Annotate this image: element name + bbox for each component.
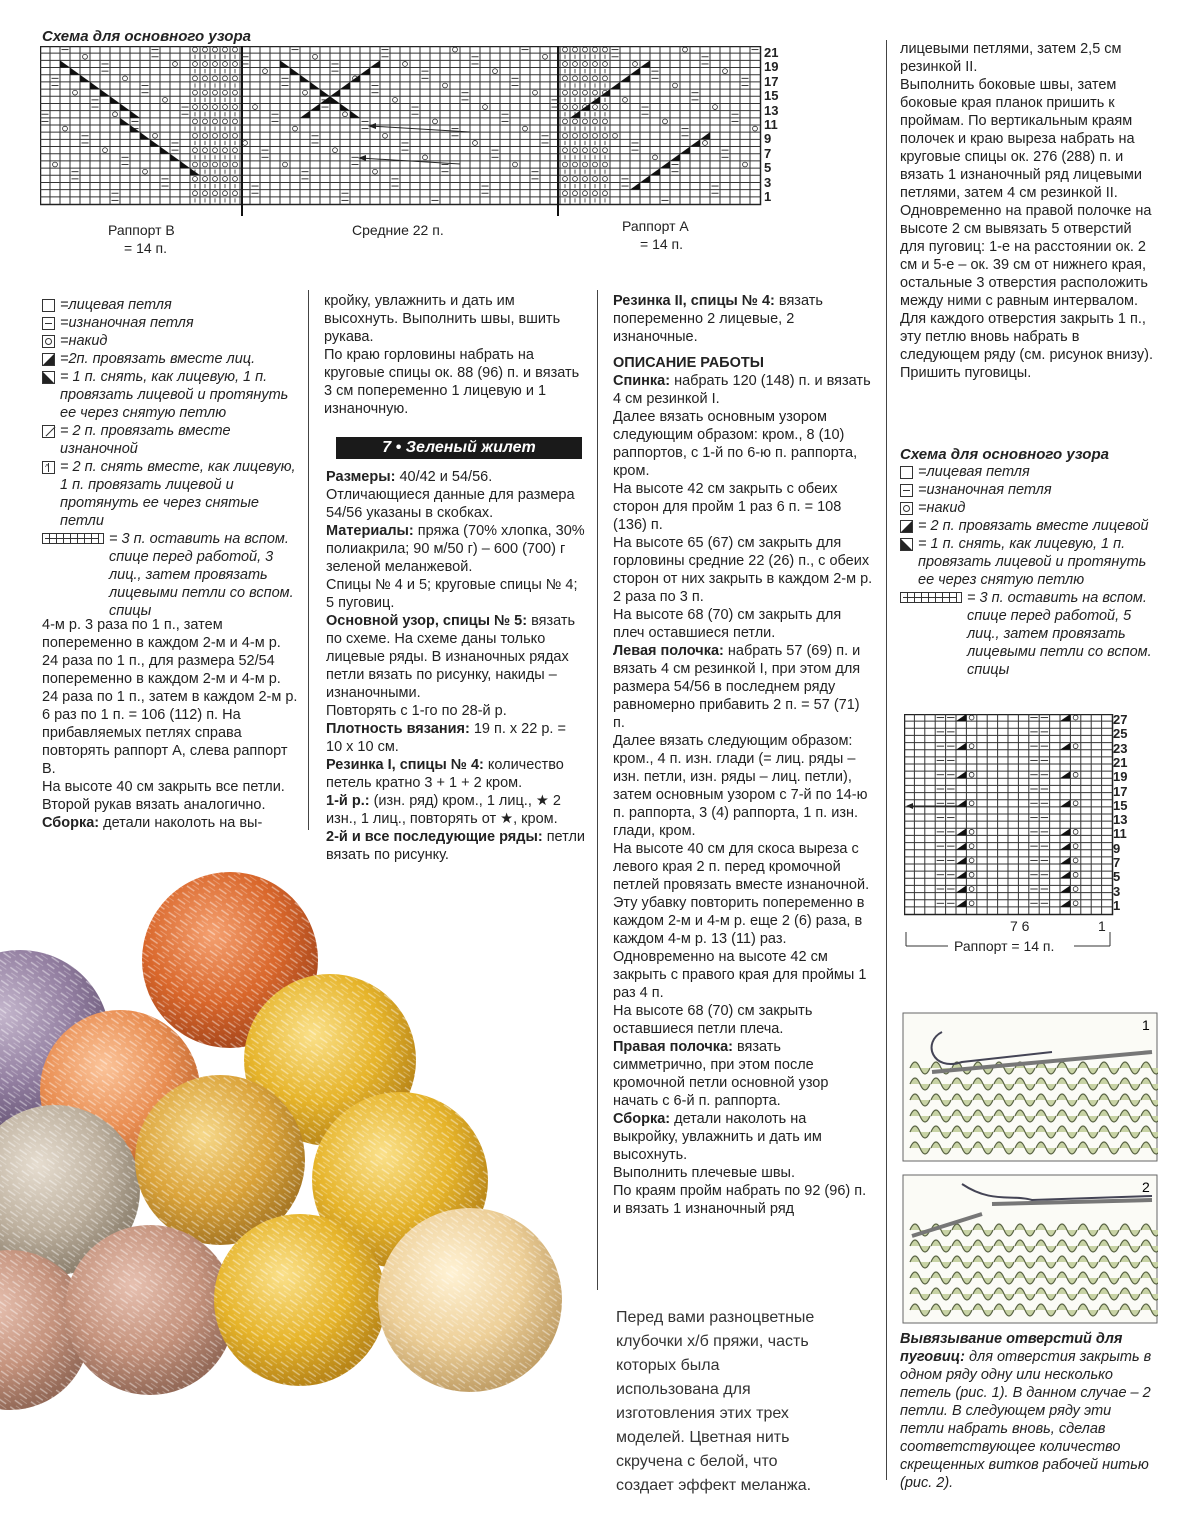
col4-paragraph: Выполнить боковые швы, затем боковые края планок пришить к проймам. По вертикальным краям полочек и краю выреза набрать на круговые спицы ок. 276 (288) п. и вязать 1 изнаночный ряд лицевыми петлями, затем 4 см резинкой II. Одновременно на правой полочке на высоте 2 см вывязать 5 отверстий для пуговиц: 1-е на расстоянии ок. 2 см и 5-е – ок. 39 см от нижнего края, остальные 3 отверстия расположить между ними с равным интервалом. Для каждого отверстия закрыть 1 п., эту петлю вновь набрать в следующем ряду (см. рисунок внизу). (900, 77, 1153, 363)
row-number: 5 (1113, 869, 1121, 885)
legend-item (42, 350, 300, 368)
column-4-top (900, 40, 1156, 382)
col1-paragraph: 4-м р. 3 раза по 1 п., затем попеременно в каждом 2-м и 4-м р. 24 раза по 1 п., для размера 52/54 попеременно в каждом 2-м и 4-м р. 24 раза по 1 п., затем в каждом 2-м р. 6 раз по 1 п. = 106 (112) п. На прибавляемых петлях справа повторять раппорт А, слева раппорт В. (42, 617, 298, 777)
figure-1-number: 1 (1142, 1017, 1150, 1033)
text-paragraph: Плотность вязания: 19 п. х 22 р. = 10 х 10 см. (326, 721, 566, 755)
rapport-b-count: = 14 п. (124, 240, 167, 256)
row-number: 27 (1113, 712, 1128, 727)
legend-text: = 1 п. снять, как лицевую, 1 п. провязать лицевой и протянуть ее через снятую петлю (60, 369, 289, 421)
row-number: 9 (1113, 840, 1121, 856)
row-number: 21 (1113, 754, 1128, 770)
text-paragraph: На высоте 42 см закрыть с обеих сторон для пройм 1 раз 6 п. = 108 (136) п. (613, 481, 842, 533)
rapport-a-count: = 14 п. (640, 236, 683, 252)
text-paragraph: 2-й и все последующие ряды: петли вязать по рисунку. (326, 829, 586, 863)
text-paragraph: Далее вязать следующим образом: кром., 4 п. изн. глади (= лиц. ряды – изн. петли, изн. ряды – лиц. петли), затем основным узором с 7-й по 14-ю п. раппорта, 3 (4) раппорта, 1 п. изн. глади, кром. (613, 733, 868, 839)
row-number: 23 (1113, 740, 1128, 756)
legend-left (42, 296, 300, 620)
text-paragraph: На высоте 65 (67) см закрыть для горловины средние 22 (26) п., с обеих сторон от них закрыть в каждом 2-м р. 2 раза по 3 п. (613, 535, 873, 605)
top-chart-title: Схема для основного узора (42, 28, 251, 45)
row-number: 15 (764, 88, 779, 104)
sk2p-icon: ^ (42, 461, 55, 474)
legend-item (42, 332, 300, 350)
purl-stitch-icon (42, 317, 55, 330)
ssk-icon (42, 371, 55, 384)
row-number: 13 (764, 102, 779, 118)
column-2-items (326, 468, 586, 864)
text-paragraph: Правая полочка: вязать симметрично, при этом после кромочной петли основной узор начать с 6-й п. раппорта. (613, 1039, 829, 1109)
text-paragraph: Размеры: 40/42 и 54/56. (326, 469, 493, 485)
col2-paragraph: кройку, увлажнить и дать им высохнуть. Выполнить швы, вшить рукава. (324, 293, 561, 345)
yarn-balls-photo (0, 860, 600, 1519)
legend-item (42, 530, 300, 620)
rapport-bracket (904, 928, 1114, 954)
rapport-a-label: Раппорт А (622, 218, 689, 234)
legend-text: = 3 п. оставить на вспом. спице перед работой, 3 лиц., затем провязать лицевыми петли со вспом. спицы (109, 531, 294, 619)
row-number: 19 (764, 59, 779, 75)
text-paragraph: Спинка: набрать 120 (148) п. и вязать 4 см резинкой I. (613, 373, 871, 407)
legend-item (900, 535, 1158, 589)
row-number: 3 (1113, 883, 1121, 899)
text-paragraph: Повторять с 1-го по 28-й р. (326, 703, 507, 719)
text-paragraph: Далее вязать основным узором следующим образом: кром., 8 (10) раппортов, с 1-й по 6-ю п. раппорта, кром. (613, 409, 858, 479)
text-paragraph: 1-й р.: (изн. ряд) кром., 1 лиц., ★ 2 изн., 1 лиц., повторять от ★, кром. (326, 793, 561, 827)
legend-item (42, 314, 300, 332)
text-paragraph: На высоте 40 см для скоса выреза с левого края 2 п. перед кромочной петлей провязать вместе изнаночной. Эту убавку повторить попеременно в каждом 2-м и 4-м р. еще 2 (6) раза, в каждом 4-м р. 13 (11) раз. (613, 841, 870, 947)
cable-icon (900, 592, 962, 603)
text-paragraph: На высоте 68 (70) см закрыть оставшиеся петли плеча. (613, 1003, 813, 1037)
col2-paragraph: По краю горловины набрать на круговые спицы ок. 88 (96) п. и вязать 3 см попеременно 1 лицевую и 1 изнаночную. (324, 347, 580, 417)
section-header: 7 • Зеленый жилет (336, 437, 582, 459)
yarn-over-icon (900, 502, 913, 515)
text-paragraph: Одновременно на высоте 42 см закрыть с правого края для проймы 1 раз 4 п. (613, 949, 867, 1001)
legend-item (42, 296, 300, 314)
legend-item (42, 422, 300, 458)
figure-2-number: 2 (1142, 1179, 1150, 1195)
legend-item (900, 481, 1158, 499)
row-number: 7 (764, 145, 772, 161)
legend-text: = 2 п. провязать вместе лицевой (918, 518, 1149, 534)
text-paragraph: Сборка: детали наколоть на выкройку, увлажнить и дать им высохнуть. (613, 1111, 822, 1163)
row-number: 3 (764, 174, 772, 190)
yarn-over-icon (42, 335, 55, 348)
knit-stitch-icon (42, 299, 55, 312)
row-number: 11 (1113, 826, 1127, 842)
row-number: 11 (764, 117, 778, 132)
text-paragraph: Материалы: пряжа (70% хлопка, 30% полиакрила; 90 м/50 г) – 600 (700) г зеленой меланжевой. (326, 523, 585, 575)
top-knitting-chart (40, 46, 800, 216)
legend-item (900, 589, 1158, 679)
row-number: 21 (764, 45, 779, 60)
text-paragraph: Выполнить плечевые швы. (613, 1165, 796, 1181)
right-rapport-label: Раппорт = 14 п. (954, 938, 1055, 954)
rapport-b-label: Раппорт В (108, 222, 175, 238)
legend-item (900, 517, 1158, 535)
legend-item (900, 499, 1158, 517)
legend-text: =лицевая петля (60, 297, 172, 313)
legend-text: = 2 п. провязать вместе изнаночной (60, 423, 231, 457)
text-paragraph: Отличающиеся данные для размера 54/56 указаны в скобках. (326, 487, 575, 521)
legend-text: = 2 п. снять вместе, как лицевую, 1 п. провязать лицевой и протянуть ее через снятые петли (60, 459, 296, 529)
text-paragraph: Левая полочка: набрать 57 (69) п. и вязать 4 см резинкой I, при этом для размера 54/56 в последнем ряду равномерно прибавить 2 п. = 57 (71) п. (613, 643, 861, 731)
row-number: 7 (1113, 855, 1121, 870)
p2tog-icon (42, 425, 55, 438)
col1-paragraph: На высоте 40 см закрыть все петли. (42, 779, 285, 795)
legend-item (42, 368, 300, 422)
legend-item (42, 458, 300, 530)
legend-text: =лицевая петля (918, 464, 1030, 480)
legend-text: = 3 п. оставить на вспом. спице перед работой, 5 лиц., затем провязать лицевыми петли со вспом. спицы (967, 590, 1152, 678)
row-number: 25 (1113, 726, 1128, 742)
knit-stitch-icon (900, 466, 913, 479)
legend-text: =2п. провязать вместе лиц. (60, 351, 256, 367)
legend-text: = 1 п. снять, как лицевую, 1 п. провязать лицевой и протянуть ее через снятую петлю (918, 536, 1147, 588)
row-number: 1 (764, 189, 772, 204)
chart-col-76: 7 6 (1010, 918, 1030, 934)
right-scheme-title: Схема для основного узора (900, 446, 1109, 463)
text-paragraph: ОПИСАНИЕ РАБОТЫ (613, 355, 764, 371)
right-knitting-chart (904, 714, 1114, 920)
legend-right (900, 463, 1158, 679)
cable-icon (42, 533, 104, 544)
col4-paragraph: Пришить пуговицы. (900, 365, 1032, 381)
row-number: 15 (1113, 797, 1128, 813)
legend-text: =накид (60, 333, 108, 349)
row-number: 17 (764, 73, 779, 89)
col1-assembly: Сборка: детали наколоть на вы- (42, 815, 263, 831)
legend-text: =изнаночная петля (60, 315, 194, 331)
buttonhole-instructions: Вывязывание отверстий для пуговиц: для отверстия закрыть в одном ряду одну или несколько петель (рис. 1). В данном случае – 2 петли. В следующем ряду эти петли набрать вновь, сделав соответствующее количество скрещенных витков рабочей нитью (рис. 2). (900, 1331, 1152, 1491)
chart-col-1: 1 (1098, 918, 1106, 934)
text-paragraph: По краям пройм набрать по 92 (96) п. и вязать 1 изнаночный ряд (613, 1183, 867, 1217)
buttonhole-figure-1 (902, 1012, 1158, 1162)
text-paragraph: На высоте 68 (70) см закрыть для плеч оставшиеся петли. (613, 607, 842, 641)
row-number: 17 (1113, 783, 1128, 799)
row-number: 19 (1113, 769, 1128, 785)
middle-stitches-label: Средние 22 п. (352, 222, 444, 238)
legend-text: =накид (918, 500, 966, 516)
text-paragraph: Резинка II, спицы № 4: вязать попеременно 2 лицевые, 2 изнаночные. (613, 293, 823, 345)
col1-paragraph: Второй рукав вязать аналогично. (42, 797, 266, 813)
legend-text: =изнаночная петля (918, 482, 1052, 498)
row-number: 1 (1113, 897, 1121, 913)
row-number: 9 (764, 131, 772, 147)
k2tog-icon (900, 520, 913, 533)
column-3-items (613, 292, 873, 1218)
column-1-text (42, 616, 300, 832)
buttonhole-figure-2 (902, 1174, 1158, 1324)
k2tog-icon (42, 353, 55, 366)
text-paragraph: Основной узор, спицы № 5: вязать по схеме. На схеме даны только лицевые ряды. В изнаночных рядах петли вязать по рисунку, накиды – изнаночными. (326, 613, 576, 701)
text-paragraph: Спицы № 4 и 5; круговые спицы № 4; 5 пуговиц. (326, 577, 578, 611)
photo-caption: Перед вами разноцветные клубочки х/б пряжи, часть которых была использована для изготовления этих трех моделей. Цветная нить скручена с белой, что создает эффект меланжа. (616, 1309, 815, 1494)
col4-paragraph: лицевыми петлями, затем 2,5 см резинкой II. (900, 41, 1122, 75)
row-number: 13 (1113, 812, 1128, 828)
purl-stitch-icon (900, 484, 913, 497)
text-paragraph: Резинка I, спицы № 4: количество петель кратно 3 + 1 + 2 кром. (326, 757, 564, 791)
ssk-icon (900, 538, 913, 551)
column-2-top (324, 292, 584, 418)
row-number: 5 (764, 160, 772, 176)
legend-item (900, 463, 1158, 481)
